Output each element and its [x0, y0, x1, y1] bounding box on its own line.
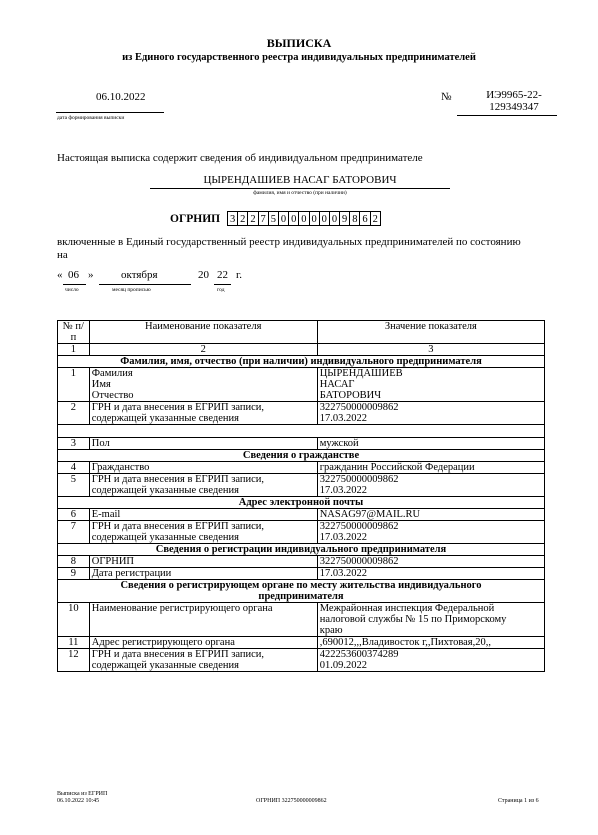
table-row — [58, 568, 545, 580]
row-number: 10 — [58, 603, 90, 637]
extract-number — [480, 89, 548, 113]
row-value-line: 17.03.2022 — [319, 485, 367, 496]
table-row — [58, 649, 545, 672]
row-number: 9 — [58, 568, 90, 580]
row-value — [317, 603, 544, 637]
row-label-line: содержащей указанные сведения — [91, 485, 239, 496]
row-label-line: ГРН и дата внесения в ЕГРИП записи, — [91, 402, 265, 413]
row-number: 6 — [58, 509, 90, 521]
colnum-1: 1 — [58, 344, 90, 356]
month-caption: месяц прописью — [112, 287, 151, 293]
row-value-line: 422253600374289 — [319, 649, 399, 660]
footer-page-number: Страница 1 из 6 — [498, 798, 539, 804]
section-row — [58, 544, 545, 556]
row-label-line: Фамилия — [91, 368, 133, 379]
table-row — [58, 368, 545, 402]
row-value: NASAG97@MAIL.RU — [317, 509, 544, 521]
row-value-line: НАСАГ — [319, 379, 355, 390]
row-number: 2 — [58, 402, 90, 425]
colnum-3: 3 — [317, 344, 544, 356]
row-number: 5 — [58, 474, 90, 497]
row-label-line: Имя — [91, 379, 111, 390]
row-value — [317, 649, 544, 672]
table-row — [58, 438, 545, 450]
as-of-day: 06 — [68, 269, 79, 281]
table-colnum-row — [58, 344, 545, 356]
ogrnip-digit: 0 — [319, 211, 330, 226]
row-number: 12 — [58, 649, 90, 672]
section-fio: Фамилия, имя, отчество (при наличии) индивидуального предпринимателя — [58, 356, 545, 368]
table-row — [58, 462, 545, 474]
row-label-line: ГРН и дата внесения в ЕГРИП записи, — [91, 521, 265, 532]
day-underline — [63, 284, 86, 285]
ogrnip-digit: 0 — [329, 211, 340, 226]
row-value-line: налоговой службы № 15 по Приморскому — [319, 614, 507, 625]
header-value: Значение показателя — [317, 321, 544, 344]
row-label: E-mail — [89, 509, 317, 521]
ogrnip-digits — [228, 211, 381, 226]
row-value — [317, 368, 544, 402]
ogrnip-digit: 7 — [258, 211, 269, 226]
table-row — [58, 603, 545, 637]
quote-close: » — [88, 269, 94, 281]
ogrnip-digit: 2 — [247, 211, 258, 226]
row-value-line: 17.03.2022 — [319, 413, 367, 424]
section-authority: Сведения о регистрирующем органе по месту жительства индивидуального предпринимателя — [58, 580, 545, 603]
section-citizenship: Сведения о гражданстве — [58, 450, 545, 462]
year-suffix: г. — [236, 269, 243, 281]
ogrnip-digit: 0 — [278, 211, 289, 226]
footer-left-line2: 06.10.2022 10:45 — [57, 798, 100, 804]
row-value: мужской — [317, 438, 544, 450]
ogrnip-digit: 0 — [309, 211, 320, 226]
row-value: 322750000009862 — [317, 556, 544, 568]
row-value: 17.03.2022 — [317, 568, 544, 580]
row-label-line: Отчество — [91, 390, 134, 401]
row-label — [89, 474, 317, 497]
included-text: включенные в Единый государственный реестр индивидуальных предпринимателей по состоянию на — [57, 236, 521, 261]
colnum-2: 2 — [89, 344, 317, 356]
row-value-line: 322750000009862 — [319, 402, 399, 413]
year-prefix: 20 — [198, 269, 209, 281]
table-header-row — [58, 321, 545, 344]
ogrnip-digit: 8 — [349, 211, 360, 226]
row-label — [89, 402, 317, 425]
extract-table — [57, 320, 545, 672]
day-caption: число — [65, 287, 79, 293]
header-number: № п/п — [58, 321, 90, 344]
row-label-line: ГРН и дата внесения в ЕГРИП записи, — [91, 474, 265, 485]
extract-number-line2: 129349347 — [489, 101, 539, 113]
row-number: 3 — [58, 438, 90, 450]
section-row — [58, 580, 545, 603]
ogrnip-digit: 0 — [288, 211, 299, 226]
table-row — [58, 509, 545, 521]
section-registration: Сведения о регистрации индивидуального предпринимателя — [58, 544, 545, 556]
ogrnip-digit: 2 — [370, 211, 381, 226]
row-label: Гражданство — [89, 462, 317, 474]
row-value-line: БАТОРОВИЧ — [319, 390, 382, 401]
header-indicator: Наименование показателя — [89, 321, 317, 344]
empty-row — [58, 425, 545, 438]
row-label — [89, 649, 317, 672]
row-label-line: содержащей указанные сведения — [91, 413, 239, 424]
row-number: 1 — [58, 368, 90, 402]
fio-caption: фамилия, имя и отчество (при наличии) — [253, 190, 347, 196]
row-value-line: ЦЫРЕНДАШИЕВ — [319, 368, 403, 379]
row-label: Пол — [89, 438, 317, 450]
row-value-line: Межрайонная инспекция Федеральной — [319, 603, 495, 614]
table-row — [58, 521, 545, 544]
section-row — [58, 356, 545, 368]
row-value-line: 322750000009862 — [319, 474, 399, 485]
row-label-line: содержащей указанные сведения — [91, 532, 239, 543]
ogrnip-digit: 2 — [237, 211, 248, 226]
row-value — [317, 474, 544, 497]
ogrnip-digit: 5 — [268, 211, 279, 226]
row-label-line: ГРН и дата внесения в ЕГРИП записи, — [91, 649, 265, 660]
row-value-line: 17.03.2022 — [319, 532, 367, 543]
row-label: Наименование регистрирующего органа — [89, 603, 317, 637]
ogrnip-digit: 3 — [227, 211, 238, 226]
row-value: гражданин Российской Федерации — [317, 462, 544, 474]
formation-date: 06.10.2022 — [96, 91, 146, 103]
row-value-line: 01.09.2022 — [319, 660, 367, 671]
section-row — [58, 497, 545, 509]
section-email: Адрес электронной почты — [58, 497, 545, 509]
ogrnip-digit: 6 — [359, 211, 370, 226]
row-value — [317, 402, 544, 425]
row-value-line: краю — [319, 625, 343, 636]
date-underline — [56, 112, 164, 113]
row-number: 4 — [58, 462, 90, 474]
ogrnip-label: ОГРНИП — [170, 213, 221, 225]
ogrnip-digit: 9 — [339, 211, 350, 226]
row-number: 7 — [58, 521, 90, 544]
as-of-month: октября — [121, 269, 158, 281]
person-fio: ЦЫРЕНДАШИЕВ НАСАГ БАТОРОВИЧ — [203, 174, 397, 186]
table-row — [58, 474, 545, 497]
section-row — [58, 450, 545, 462]
row-label: Дата регистрации — [89, 568, 317, 580]
number-sign: № — [441, 91, 452, 103]
year-underline — [214, 284, 231, 285]
row-value: ,690012,,,Владивосток г,,Пихтовая,20,, — [317, 637, 544, 649]
row-number: 11 — [58, 637, 90, 649]
footer-left — [57, 791, 107, 805]
empty-cell — [58, 425, 545, 438]
as-of-year: 22 — [217, 269, 228, 281]
month-underline — [99, 284, 191, 285]
row-label — [89, 521, 317, 544]
footer-center: ОГРНИП 322750000009862 — [256, 798, 327, 804]
fio-underline — [150, 188, 450, 189]
number-underline — [457, 115, 557, 116]
row-number: 8 — [58, 556, 90, 568]
row-value-line: 322750000009862 — [319, 521, 399, 532]
row-label-line: содержащей указанные сведения — [91, 660, 239, 671]
document-title: ВЫПИСКА — [266, 36, 332, 50]
table-row — [58, 556, 545, 568]
ogrnip-digit: 0 — [298, 211, 309, 226]
intro-text: Настоящая выписка содержит сведения об индивидуальном предпринимателе — [57, 152, 423, 164]
row-label: ОГРНИП — [89, 556, 317, 568]
footer-left-line1: Выписка из ЕГРИП — [57, 791, 108, 797]
row-label — [89, 368, 317, 402]
date-caption: дата формирования выписки — [57, 115, 125, 121]
document-subtitle: из Единого государственного реестра индивидуальных предпринимателей — [122, 52, 476, 63]
row-value — [317, 521, 544, 544]
row-label: Адрес регистрирующего органа — [89, 637, 317, 649]
year-caption: год — [217, 287, 225, 293]
quote-open: « — [57, 269, 63, 281]
table-row — [58, 402, 545, 425]
table-row — [58, 637, 545, 649]
extract-number-line1: ИЭ9965-22- — [486, 89, 542, 101]
